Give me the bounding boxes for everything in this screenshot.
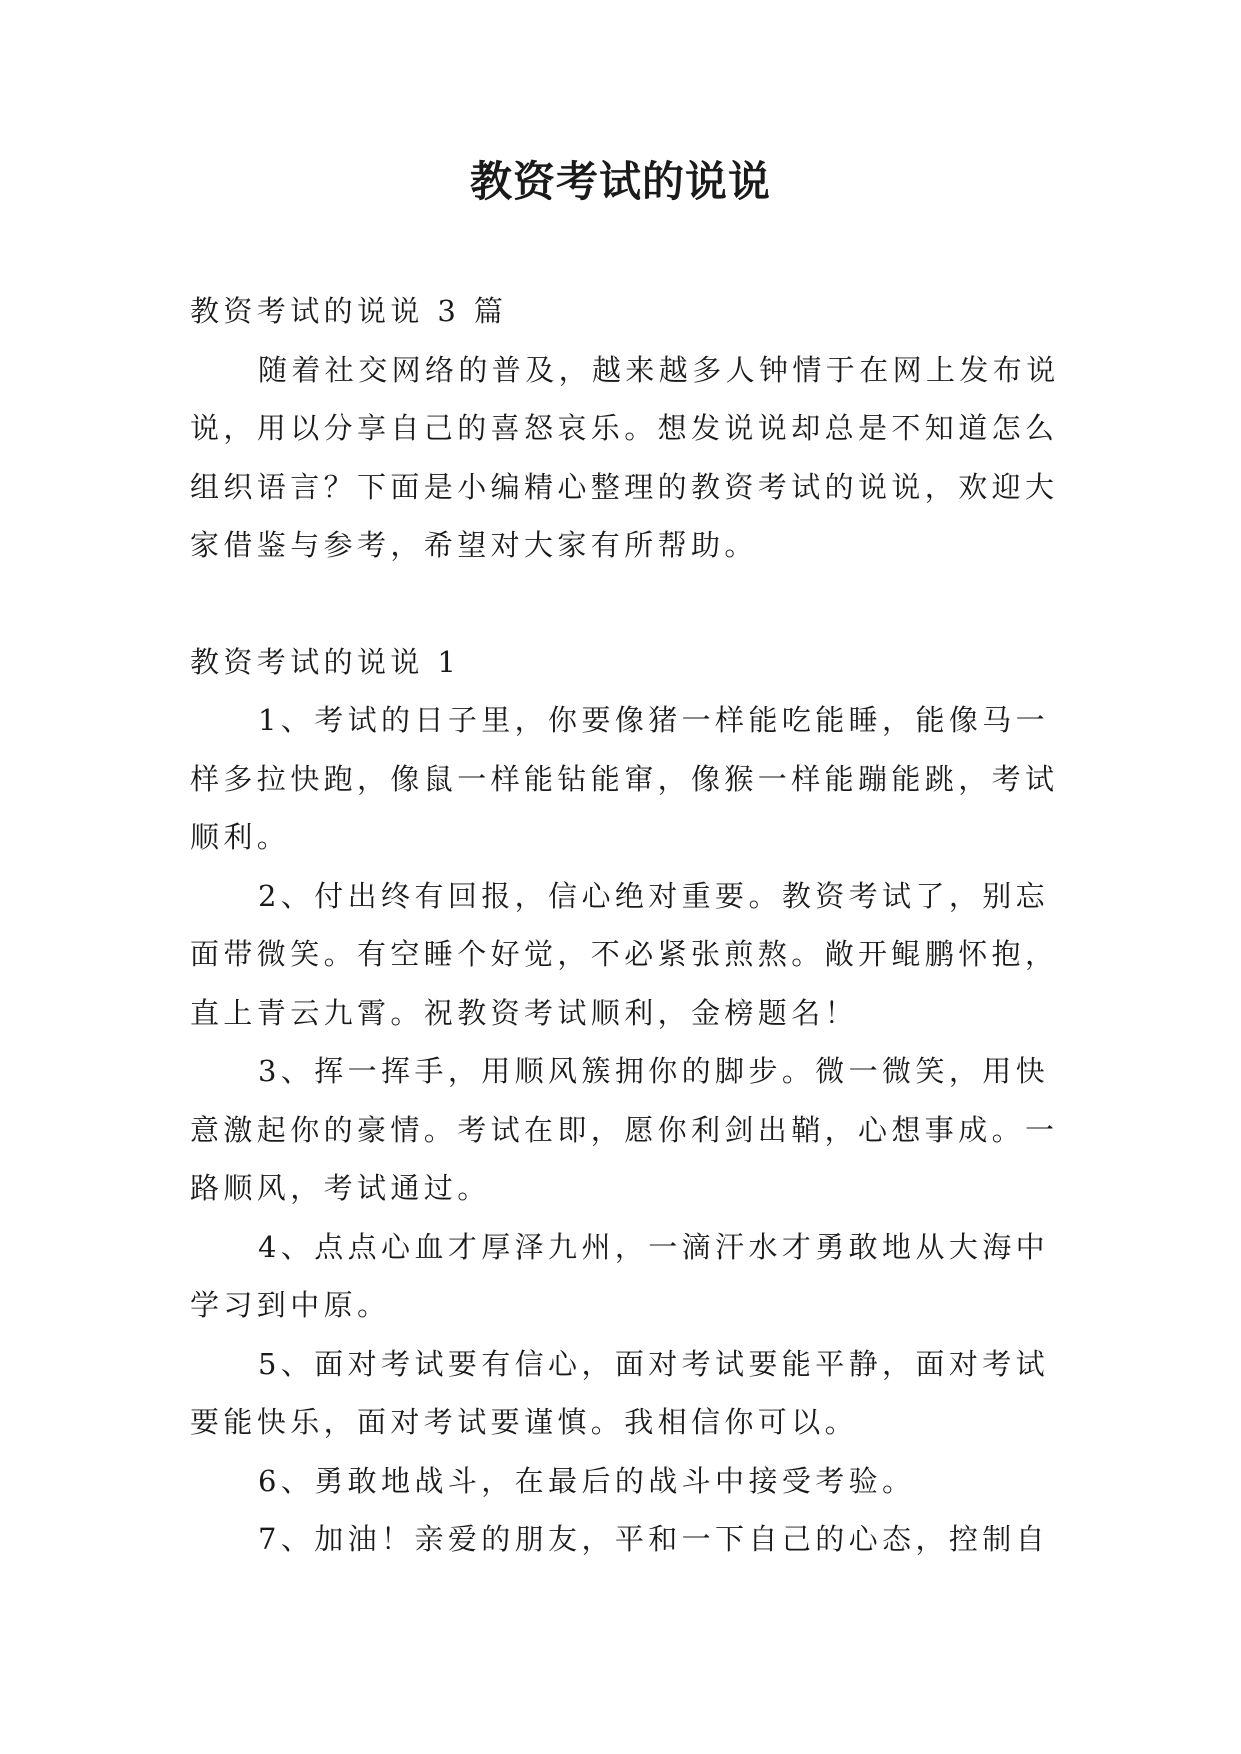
list-item: 1、考试的日子里，你要像猪一样能吃能睡，能像马一样多拉快跑，像鼠一样能钻能窜，像猴一样能蹦能跳，考试顺利。	[190, 703, 1059, 854]
document-subtitle: 教资考试的说说 3 篇	[190, 294, 508, 328]
intro-paragraph: 随着社交网络的普及，越来越多人钟情于在网上发布说说，用以分享自己的喜怒哀乐。想发说说却总是不知道怎么组织语言？下面是小编精心整理的教资考试的说说，欢迎大家借鉴与参考，希望对大家有所帮助。	[190, 352, 1060, 562]
list-item: 7、加油！亲爱的朋友，平和一下自己的心态，控制自	[258, 1522, 1050, 1556]
paragraph-gap	[190, 575, 1060, 633]
document-title: 教资考试的说说	[469, 157, 771, 206]
list-item: 5、面对考试要有信心，面对考试要能平静，面对考试要能快乐，面对考试要谨慎。我相信你可以。	[190, 1346, 1050, 1439]
section-heading: 教资考试的说说 1	[190, 644, 461, 679]
list-item: 3、挥一挥手，用顺风簇拥你的脚步。微一微笑，用快意激起你的豪情。考试在即，愿你利剑出鞘，心想事成。一路顺风，考试通过。	[190, 1054, 1059, 1205]
list-item: 6、勇敢地战斗，在最后的战斗中接受考验。	[258, 1463, 916, 1498]
document-body	[190, 282, 1060, 1569]
list-item: 2、付出终有回报，信心绝对重要。教资考试了，别忘面带微笑。有空睡个好觉，不必紧张煎熬。敞开鲲鹏怀抱，直上青云九霄。祝教资考试顺利，金榜题名！	[190, 878, 1059, 1030]
list-item: 4、点点心血才厚泽九州，一滴汗水才勇敢地从大海中学习到中原。	[190, 1229, 1050, 1322]
